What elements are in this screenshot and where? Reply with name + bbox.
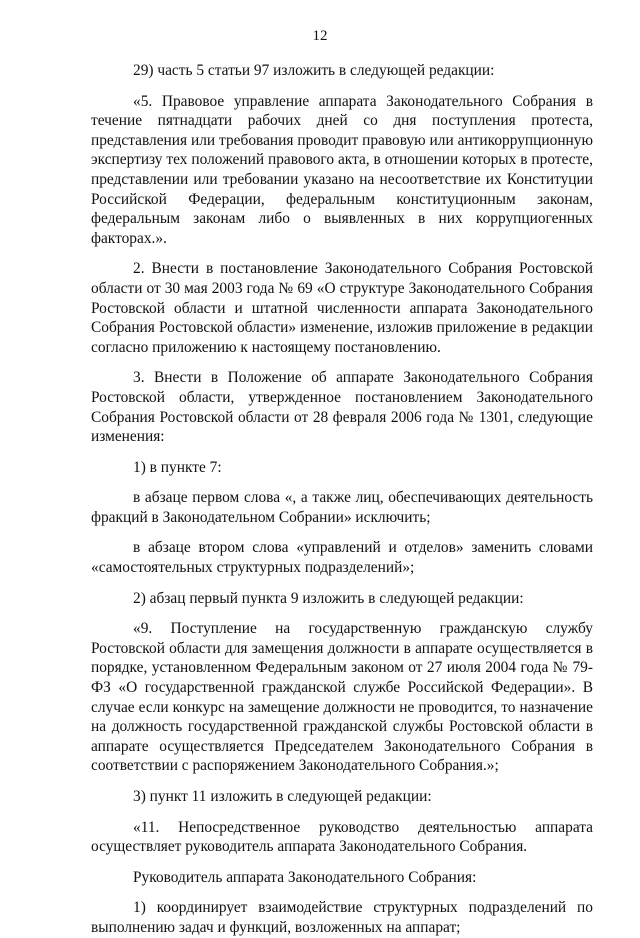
paragraph-section-3: 3. Внести в Положение об аппарате Законодательного Собрания Ростовской области, утвержденное постановлением Законодательного Собрания Ростовской области от 28 февраля 2006 года № 1301, следующие изменения: <box>91 369 593 446</box>
paragraph-first-abzac: в абзаце первом слова «, а также лиц, обеспечивающих деятельность фракций в Законодательном Собрании» исключить; <box>91 489 593 526</box>
paragraph-point-9: 2) абзац первый пункта 9 изложить в следующей редакции: <box>133 589 524 607</box>
paragraph-part5-art97-text: «5. Правовое управление аппарата Законодательного Собрания в течение пятнадцати рабочих дней со дня поступления протеста, представления или требования проводит правовую или антикоррупционную экспертизу тех положений правового акта, в отношении которых в протесте, представлении или требовании указано на несоответствие их Конституции Российской Федерации, федеральным конституционным законам, федеральным законам либо о выявленных в них коррупциогенных факторах.». <box>91 92 593 247</box>
paragraph-item-29: 29) часть 5 статьи 97 изложить в следующей редакции: <box>133 62 495 79</box>
paragraph-section-2: 2. Внести в постановление Законодательного Собрания Ростовской области от 30 мая 2003 года № 69 «О структуре Законодательного Собрания Ростовской области и штатной численности аппарата Законодательного Собрания Ростовской области» изменение, изложив приложение в редакции согласно приложению к настоящему постановлению. <box>91 260 593 356</box>
paragraph-point-9-text: «9. Поступление на государственную гражданскую службу Ростовской области для замещения должности в аппарате осуществляется в порядке, установленном Федеральным законом от 27 июля 2004 года № 79-ФЗ «О государственной гражданской службе Российской Федерации». В случае если конкурс на замещение должности не проводится, то назначение на должность государственной гражданской службы Ростовской области в аппарате осуществляется Председателем Законодательного Собрания в соответствии с распоряжением Законодательного Собрания.»; <box>91 620 593 775</box>
paragraph-point-7: 1) в пункте 7: <box>133 458 222 476</box>
paragraph-head-of-apparatus: Руководитель аппарата Законодательного Собрания: <box>133 868 477 886</box>
paragraph-point-11: 3) пункт 11 изложить в следующей редакции: <box>133 788 432 805</box>
paragraph-coordinates: 1) координирует взаимодействие структурных подразделений по выполнению задач и функций, возложенных на аппарат; <box>91 899 593 936</box>
paragraph-point-11-text: «11. Непосредственное руководство деятельностью аппарата осуществляет руководитель аппарата Законодательного Собрания. <box>91 818 593 856</box>
paragraph-second-abzac: в абзаце втором слова «управлений и отделов» заменить словами «самостоятельных структурных подразделений»; <box>91 539 593 577</box>
document-body <box>91 61 593 938</box>
page-number: 12 <box>312 28 328 44</box>
